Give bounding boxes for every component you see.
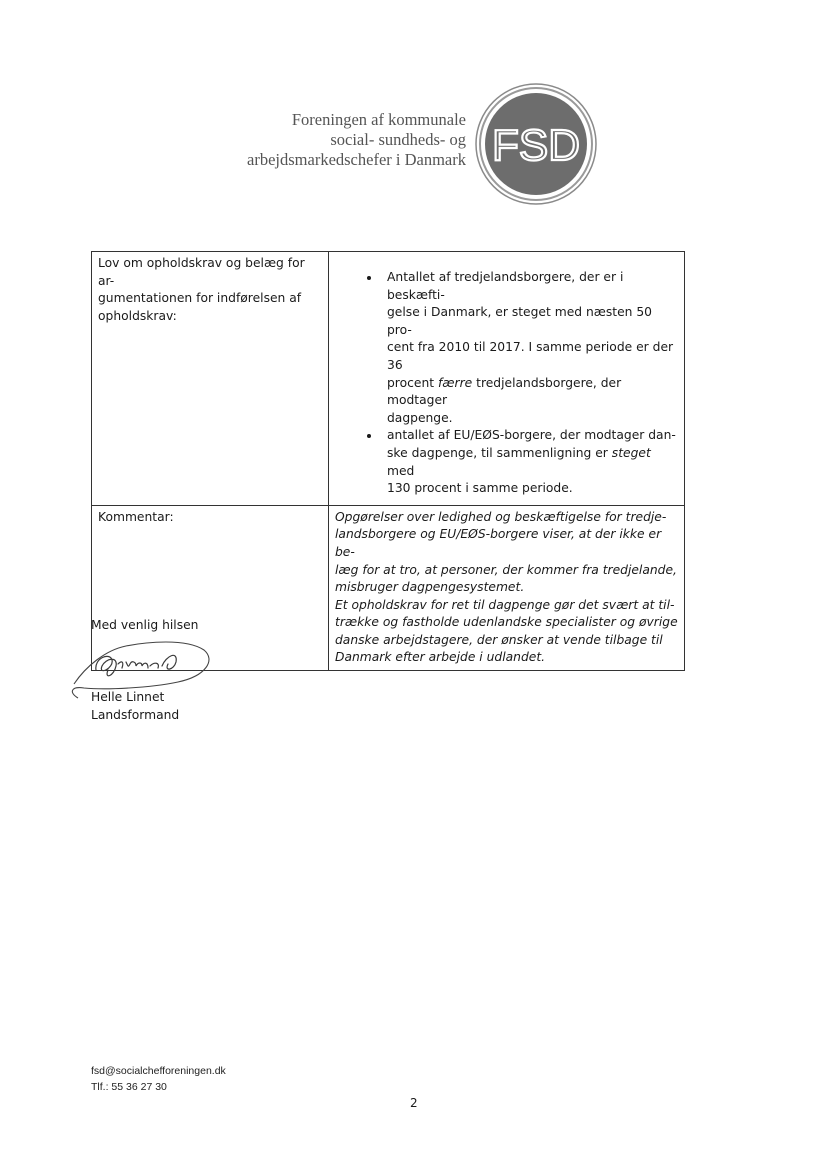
signer-title: Landsformand — [91, 708, 180, 722]
comment-label: Kommentar: — [98, 509, 174, 524]
org-name-line-2: social- sundheds- og — [330, 130, 466, 149]
org-name — [146, 110, 466, 170]
comment-paragraph: Opgørelser over ledighed og beskæftigelse for tredje- landsborgere og EU/EØS-borgere viser, at der ikke er be- læg for at tro, at personer, der kommer fra tredjelande, misbruger dagpengesystemet. — [335, 509, 677, 595]
org-name-line-3: arbejdsmarkedschefer i Danmark — [247, 150, 466, 169]
fsd-logo — [474, 82, 598, 206]
table-row — [92, 252, 685, 506]
row-label-cell — [92, 252, 329, 506]
row-label: Lov om opholdskrav og belæg for ar- gumentationen for indførelsen af opholdskrav: — [98, 256, 305, 323]
logo-text: FSD — [492, 121, 580, 170]
comment-cell — [329, 505, 685, 670]
footer-phone: Tlf.: 55 36 27 30 — [91, 1081, 167, 1093]
bullet-list — [335, 269, 678, 498]
page-number: 2 — [410, 1096, 418, 1110]
signer-name: Helle Linnet — [91, 690, 165, 704]
list-item: • Antallet af tredjelandsborgere, der er i beskæfti- gelse i Danmark, er steget med næsten 50 pro- cent fra 2010 til 2017. I samme periode er der 36 procent færre tredjelandsborgere, der modtager dagpenge. — [381, 269, 678, 427]
list-item: • antallet af EU/EØS-borgere, der modtager dan- ske dagpenge, til sammenligning er steget med 130 procent i samme periode. — [381, 427, 678, 497]
argument-table — [91, 251, 685, 671]
comment-paragraph: Et opholdskrav for ret til dagpenge gør det svært at til- trække og fastholde udenlandske specialister og øvrige danske arbejdstagere, der ønsker at vende tilbage til Danmark efter arbejde i udlandet. — [335, 597, 678, 665]
org-name-line-1: Foreningen af kommunale — [291, 110, 466, 129]
signer-block — [91, 688, 179, 724]
row-content-cell — [329, 252, 685, 506]
closing-greeting: Med venlig hilsen — [91, 618, 199, 632]
contact-footer — [91, 1063, 226, 1095]
footer-email: fsd@socialchefforeningen.dk — [91, 1065, 226, 1077]
